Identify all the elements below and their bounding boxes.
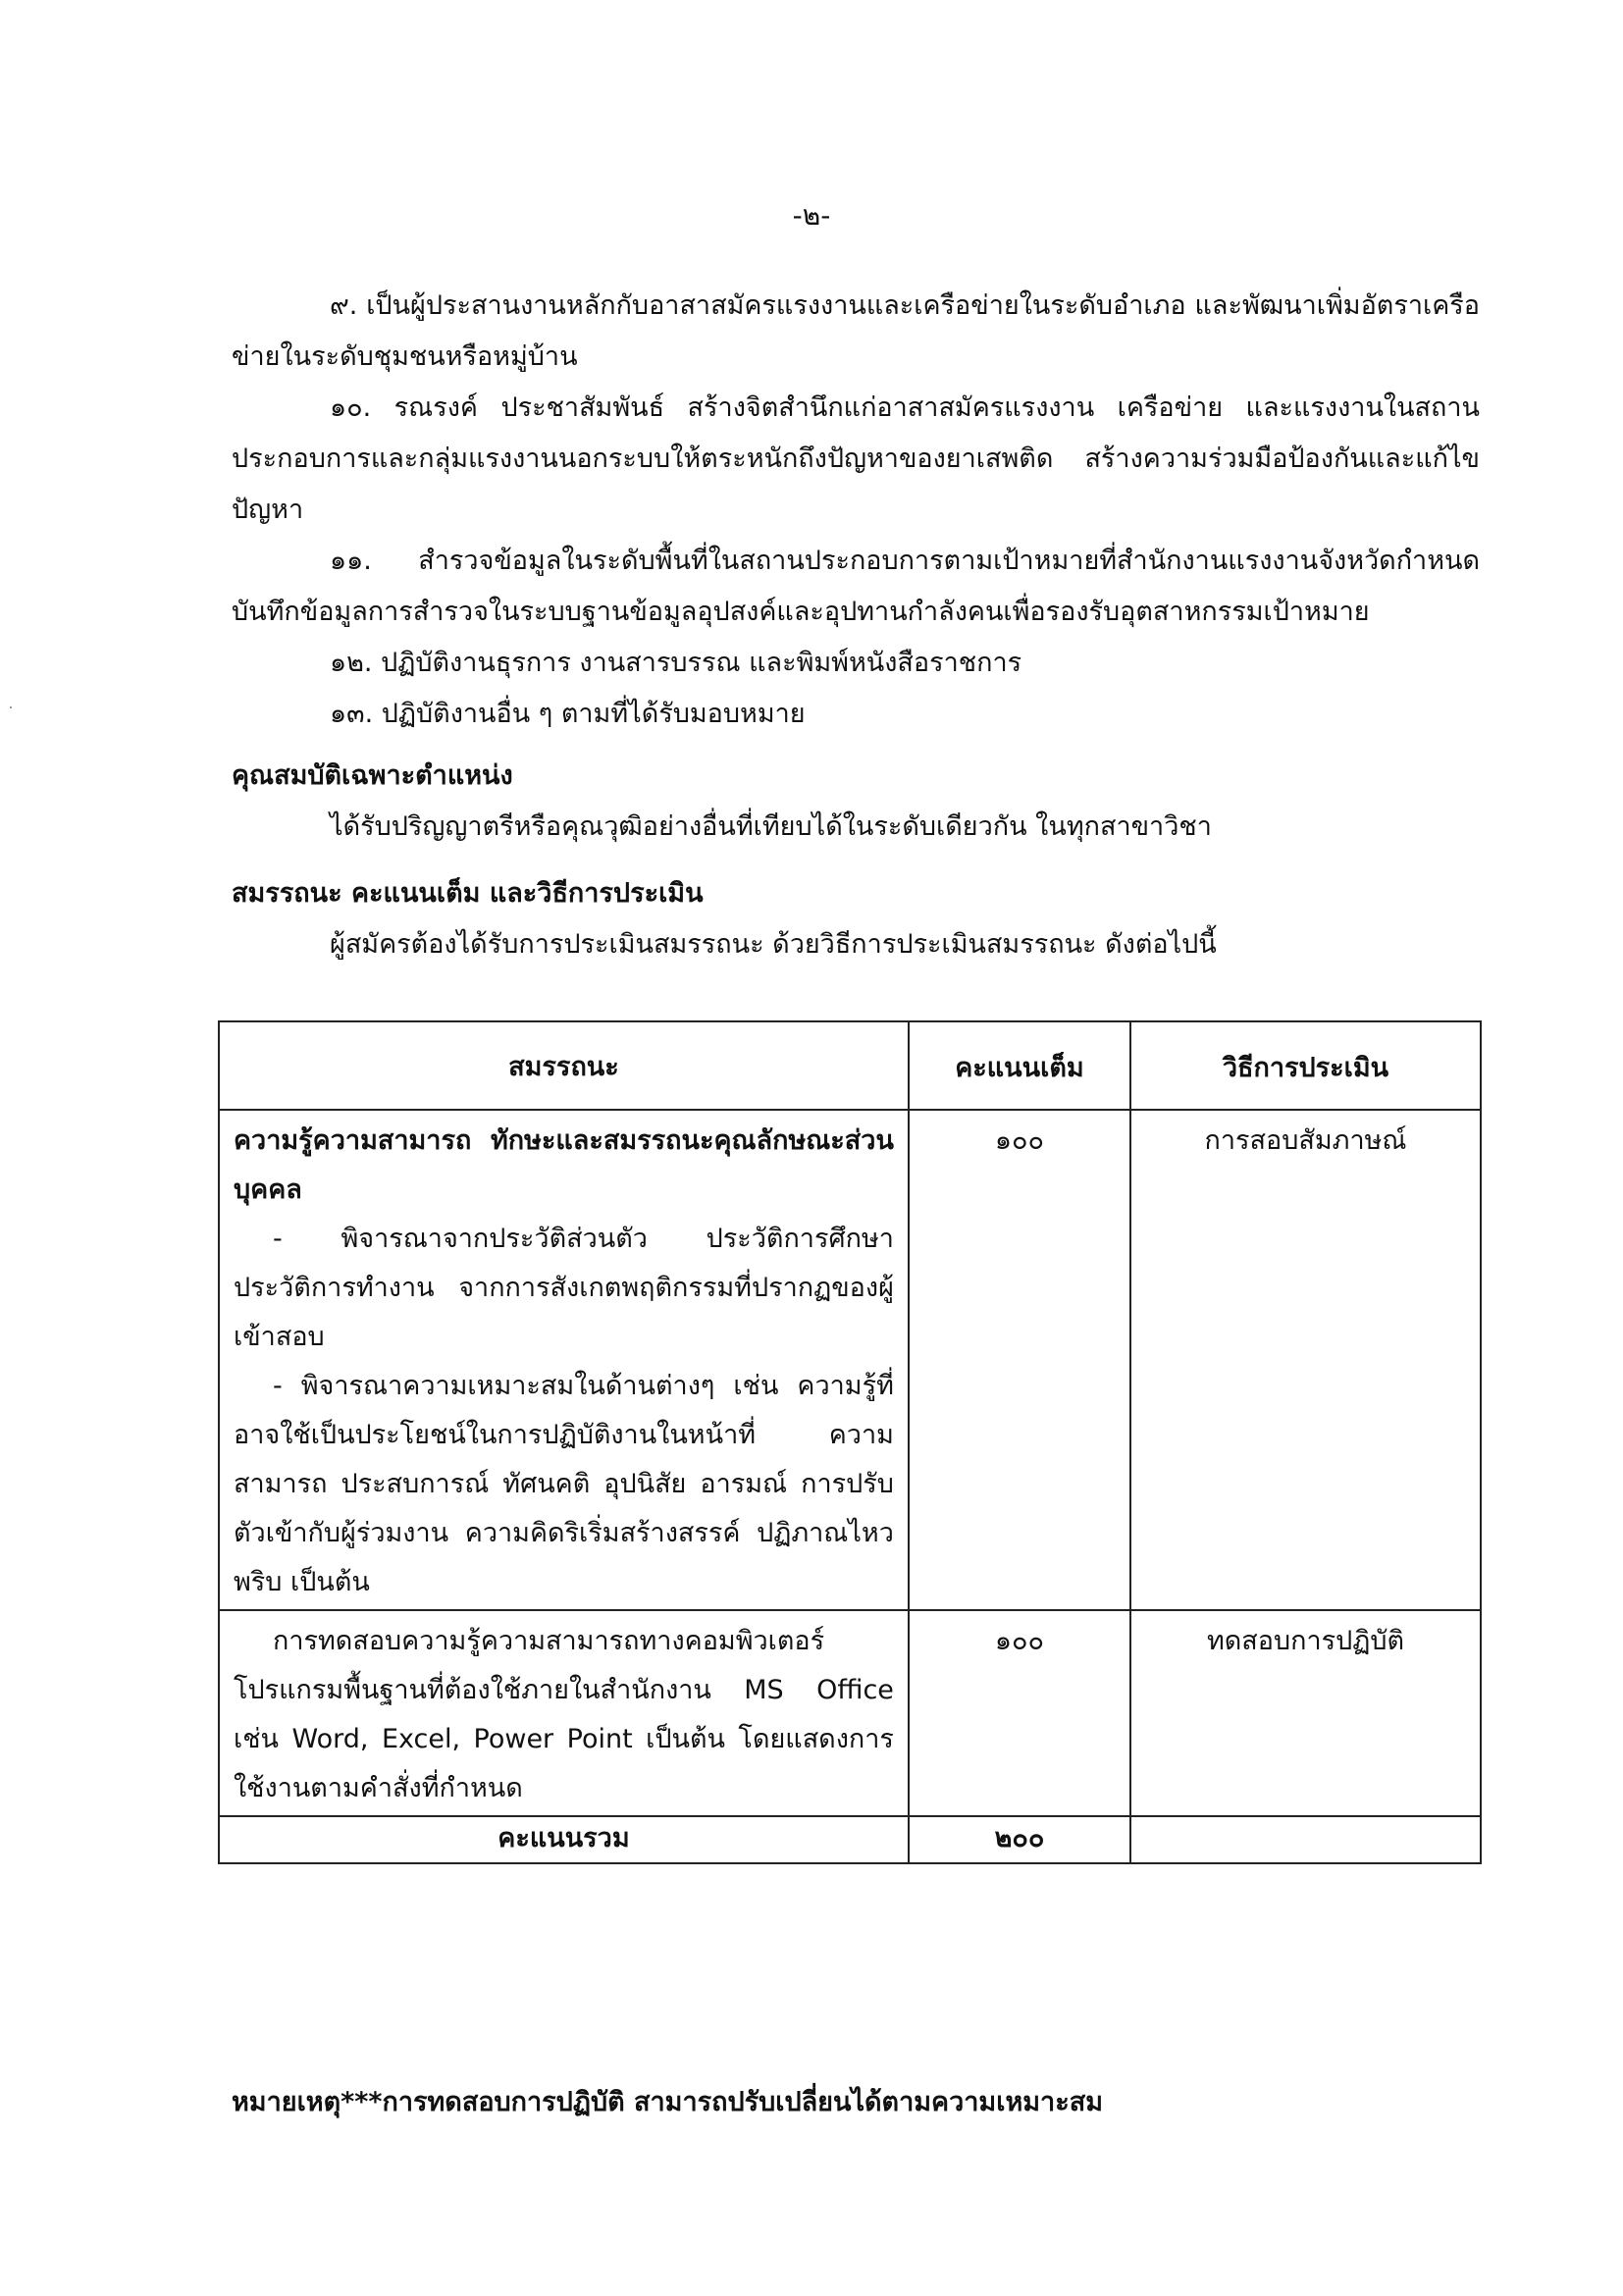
total-score: ๒๐๐: [909, 1816, 1130, 1863]
header-competency: สมรรถนะ: [219, 1021, 909, 1110]
competency-heading: สมรรถนะ คะแนนเต็ม และวิธีการประเมิน: [232, 878, 704, 909]
total-method-empty: [1130, 1816, 1481, 1863]
qualification-text: ได้รับปริญญาตรีหรือคุณวุฒิอย่างอื่นที่เทียบได้ในระดับเดียวกัน ในทุกสาขาวิชา: [330, 811, 1212, 842]
competency-table: [218, 1020, 1482, 1864]
table-total-row: [219, 1816, 1481, 1863]
header-full-score: คะแนนเต็ม: [909, 1021, 1130, 1110]
header-method: วิธีการประเมิน: [1130, 1021, 1481, 1110]
duty-item: ๑๒. ปฏิบัติงานธุรการ งานสารบรรณ และพิมพ์หนังสือราชการ: [330, 648, 1022, 678]
competency-bullet: - พิจารณาความเหมาะสมในด้านต่างๆ เช่น ความรู้ที่อาจใช้เป็นประโยชน์ในการปฏิบัติงานในหน้าที่ ความสามารถ ประสบการณ์ ทัศนคติ อุปนิสัย อารมณ์ การปรับตัวเข้ากับผู้ร่วมงาน ความคิดริเริ่มสร้างสรรค์ ปฏิภาณไหวพริบ เป็นต้น: [234, 1371, 894, 1597]
duty-item: ๙. เป็นผู้ประสานงานหลักกับอาสาสมัครแรงงานและเครือข่ายในระดับอำเภอ และพัฒนาเพิ่มอัตราเครือข่ายในระดับชุมชนหรือหมู่บ้าน: [232, 290, 1480, 372]
method-cell: การสอบสัมภาษณ์: [1130, 1110, 1481, 1610]
total-label: คะแนนรวม: [219, 1816, 909, 1863]
competency-bullet: - พิจารณาจากประวัติส่วนตัว ประวัติการศึกษา ประวัติการทำงาน จากการสังเกตพฤติกรรมที่ปรากฏของผู้เข้าสอบ: [234, 1224, 894, 1352]
qualification-heading: คุณสมบัติเฉพาะตำแหน่ง: [232, 760, 513, 791]
table-header-row: [219, 1021, 1481, 1110]
score-cell: ๑๐๐: [909, 1610, 1130, 1816]
competency-text: ผู้สมัครต้องได้รับการประเมินสมรรถนะ ด้วยวิธีการประเมินสมรรถนะ ดังต่อไปนี้: [330, 929, 1217, 960]
page-number: -๒-: [792, 199, 831, 232]
competency-title: ความรู้ความสามารถ ทักษะและสมรรถนะคุณลักษณะส่วนบุคคล: [234, 1125, 894, 1205]
table-row: [219, 1110, 1481, 1610]
score-cell: ๑๐๐: [909, 1110, 1130, 1610]
competency-cell: [219, 1610, 909, 1816]
duty-item: ๑๑. สำรวจข้อมูลในระดับพื้นที่ในสถานประกอบการตามเป้าหมายที่สำนักงานแรงงานจังหวัดกำหนด บันทึกข้อมูลการสำรวจในระบบฐานข้อมูลอุปสงค์และอุปทานกำลังคนเพื่อรองรับอุตสาหกรรมเป้าหมาย: [232, 546, 1480, 627]
competency-text: การทดสอบความรู้ความสามารถทางคอมพิวเตอร์ โปรแกรมพื้นฐานที่ต้องใช้ภายในสำนักงาน MS Office เช่น Word, Excel, Power Point เป็นต้น โดยแสดงการใช้งานตามคำสั่งที่กำหนด: [234, 1626, 894, 1803]
method-cell: ทดสอบการปฏิบัติ: [1130, 1610, 1481, 1816]
duty-item: ๑๓. ปฏิบัติงานอื่น ๆ ตามที่ได้รับมอบหมาย: [330, 699, 806, 729]
scan-artifact: [10, 706, 12, 708]
duty-item: ๑๐. รณรงค์ ประชาสัมพันธ์ สร้างจิตสำนึกแก่อาสาสมัครแรงงาน เครือข่าย และแรงงานในสถานประกอบการและกลุ่มแรงงานนอกระบบให้ตระหนักถึงปัญหาของยาเสพติด สร้างความร่วมมือป้องกันและแก้ไขปัญหา: [232, 392, 1480, 525]
table-row: [219, 1610, 1481, 1816]
footnote: หมายเหตุ***การทดสอบการปฏิบัติ สามารถปรับเปลี่ยนได้ตามความเหมาะสม: [232, 2087, 1103, 2117]
duties-list: [232, 281, 1480, 740]
competency-cell: [219, 1110, 909, 1610]
